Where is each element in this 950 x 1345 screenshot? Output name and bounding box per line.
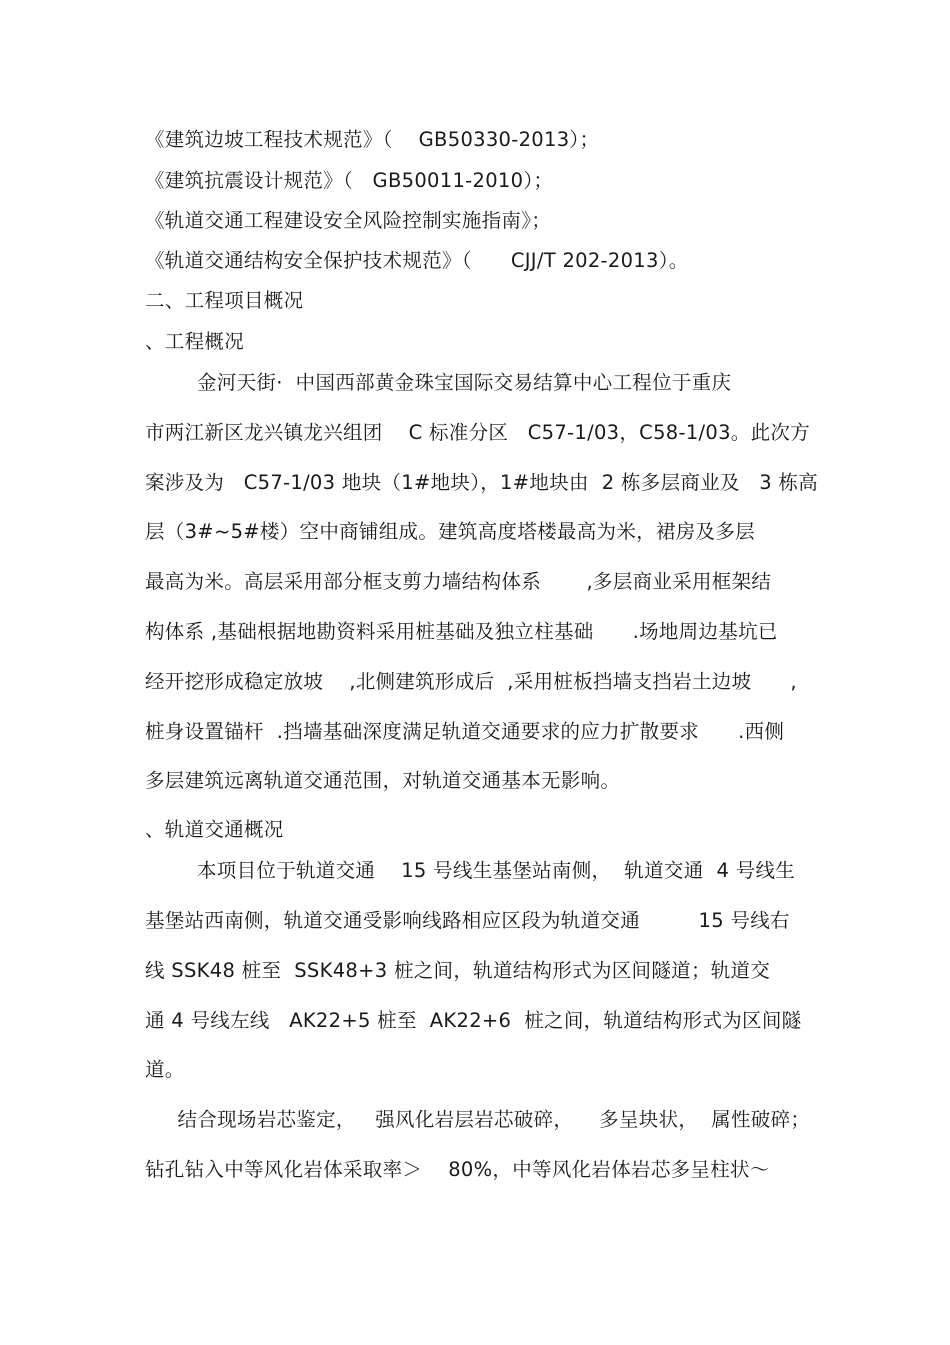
reference-line: 《轨道交通结构安全保护技术规范》（ CJJ/T 202-2013）。 [145,249,689,272]
paragraph-line: 桩身设置锚杆 .挡墙基础深度满足轨道交通要求的应力扩散要求 .西侧 [145,720,785,743]
paragraph-line: 多层建筑远离轨道交通范围，对轨道交通基本无影响。 [145,769,621,792]
paragraph-line: 经开挖形成稳定放坡 ,北侧建筑形成后 ,采用桩板挡墙支挡岩土边坡 , [145,670,797,693]
paragraph-line: 金河天街· 中国西部黄金珠宝国际交易结算中心工程位于重庆 [145,371,732,394]
paragraph-line: 钻孔钻入中等风化岩体采取率＞ 80%，中等风化岩体岩芯多呈柱状～ [145,1158,770,1181]
paragraph-line: 最高为米。高层采用部分框支剪力墙结构体系 ,多层商业采用框架结 [145,570,772,593]
reference-line: 《轨道交通工程建设安全风险控制实施指南》； [145,209,552,232]
reference-line: 《建筑边坡工程技术规范》（ GB50330-2013）； [145,128,600,151]
paragraph-line: 案涉及为 C57-1/03 地块（1#地块），1#地块由 2 栋多层商业及 3 栋高 [145,471,819,494]
subsection-heading: 、轨道交通概况 [145,818,284,841]
paragraph-line: 结合现场岩芯鉴定， 强风化岩层岩芯破碎， 多呈块状， 属性破碎； [145,1108,811,1131]
section-heading: 二、工程项目概况 [145,289,304,312]
paragraph-line: 线 SSK48 桩至 SSK48+3 桩之间，轨道结构形式为区间隧道；轨道交 [145,959,771,982]
paragraph-line: 基堡站西南侧，轨道交通受影响线路相应区段为轨道交通 15 号线右 [145,909,790,932]
paragraph-line: 通 4 号线左线 AK22+5 桩至 AK22+6 桩之间，轨道结构形式为区间隧 [145,1009,802,1032]
paragraph-line: 道。 [145,1058,185,1081]
subsection-heading: 、工程概况 [145,330,245,353]
paragraph-line: 层（3#~5#楼）空中商铺组成。建筑高度塔楼最高为米，裙房及多层 [145,520,755,543]
reference-line: 《建筑抗震设计规范》（ GB50011-2010）； [145,169,554,192]
paragraph-line: 市两江新区龙兴镇龙兴组团 C 标准分区 C57-1/03，C58-1/03。此次方 [145,421,811,444]
paragraph-line: 构体系 ,基础根据地勘资料采用桩基础及独立柱基础 .场地周边基坑已 [145,620,778,643]
paragraph-line: 本项目位于轨道交通 15 号线生基堡站南侧， 轨道交通 4 号线生 [145,859,796,882]
